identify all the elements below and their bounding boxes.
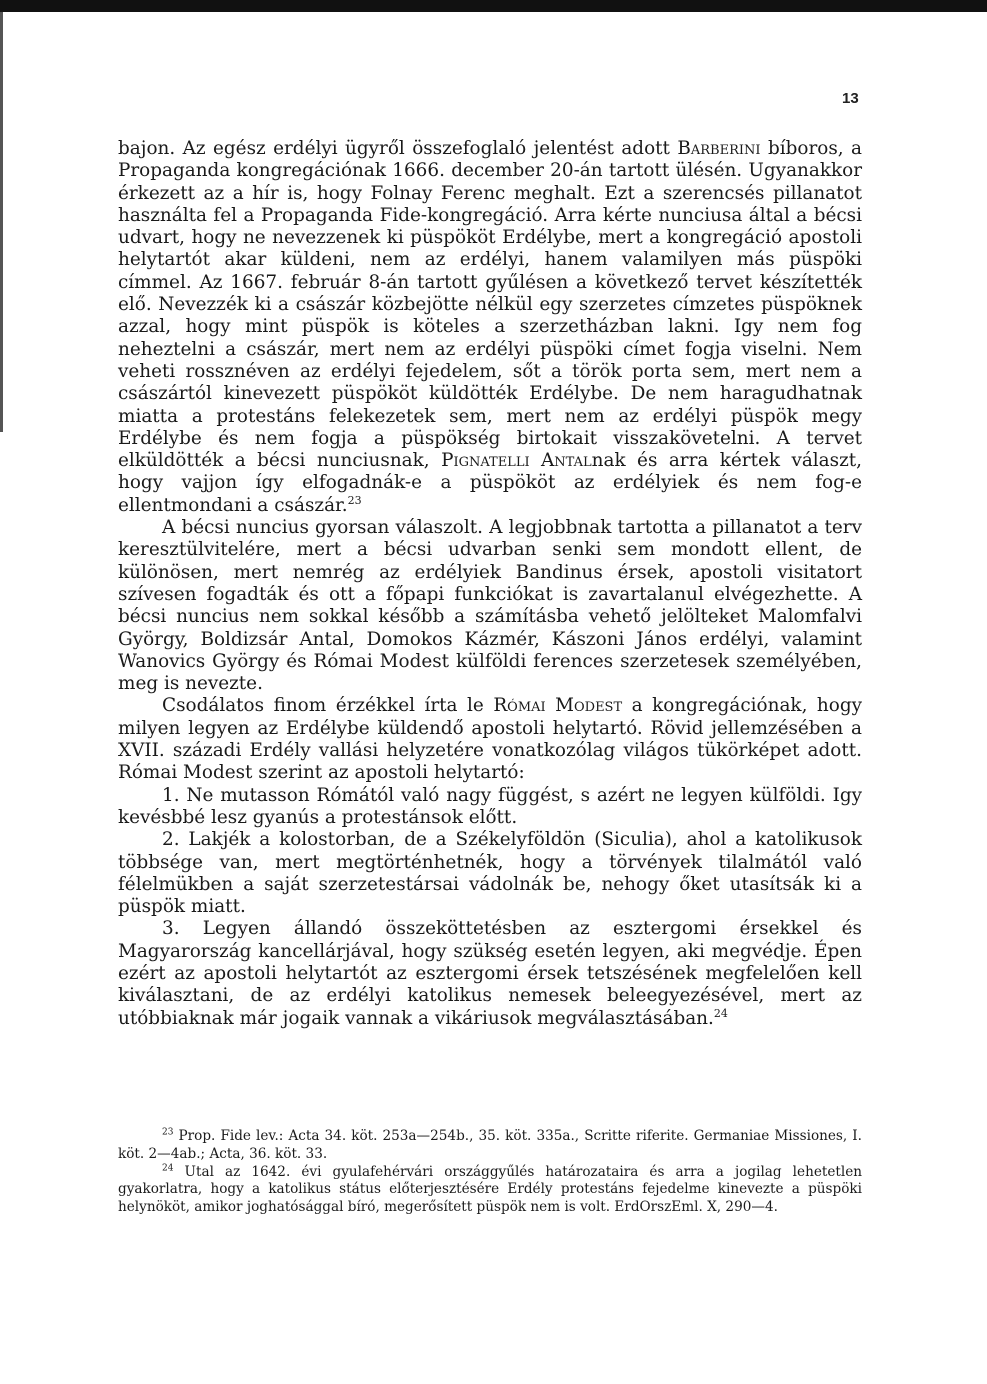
list-item: 3. Legyen állandó összeköttetésben az esztergomi érsekkel és Magyarország kancellárjával, hogy szükség esetén legyen, aki megvédje. Épen ezért az apostoli helytartót az esztergomi érsek tetszésének megfelelően kell kiválasztani, de az erdélyi katolikus nemesek beleegyezésével, mert az utóbbiaknak már jogaik vannak a vikáriusok megválasztásában.$^{24}$ bbox=[118, 918, 862, 1029]
footnote-number: 24 bbox=[162, 1163, 174, 1174]
scan-left-edge bbox=[0, 12, 3, 432]
footnote-ref: 23 bbox=[347, 493, 362, 507]
list-item: 2. Lakjék a kolostorban, de a Székelyföldön (Siculia), ahol a katolikusok többsége van, mert megtörténhetnék, hogy a törvények tilalmától való félelmükben a saját szerzetestársai vádolnák be, nehogy őket utasítsák ki a püspök miatt. bbox=[118, 829, 862, 918]
page-number: 13 bbox=[842, 90, 859, 107]
person-name: Római Modest bbox=[493, 695, 623, 717]
list-item: 1. Ne mutasson Rómától való nagy függést, s azért ne legyen külföldi. Igy kevésbbé lesz gyanús a protestánsok előtt. bbox=[118, 784, 862, 828]
main-text bbox=[118, 138, 862, 1030]
paragraph: A bécsi nuncius gyorsan válaszolt. A legjobbnak tartotta a pillanatot a terv keresztülvitelére, mert a bécsi udvarban senki sem mondott ellent, de különösen, mert nemrég az erdélyiek Bandinus érsek, apostoli visitatort szívesen fogadták és ott a főpapi funkciókat is zavartalanul elvégezhette. A bécsi nuncius nem sokkal később a számításba vehető jelölteket Malomfalvi György, Boldizsár Antal, Domokos Kázmér, Kászoni János erdélyi, valamint Wanovics György és Római Modest külföldi ferences szerzetesek személyében, meg is nevezte. bbox=[118, 517, 862, 695]
footnote-number: 23 bbox=[162, 1127, 174, 1138]
person-name: Pignatelli Antal bbox=[441, 450, 592, 472]
footnotes bbox=[118, 1128, 862, 1217]
footnote-ref: 24 bbox=[713, 1006, 728, 1020]
footnote: $^{24}$ Utal az 1642. évi gyulafehérvári országgyűlés határozataira és arra a jogilag lehetetlen gyakorlatra, hogy a katolikus státus előterjesztésére Erdély protestáns fejedelme kinevezte a püspöki helynököt, amikor joghatósággal bíró, megerősített püspök nem is volt. ErdOrszEml. X, 290—4. bbox=[118, 1163, 862, 1216]
paragraph: Csodálatos finom érzékkel írta le Római Modest a kongregációnak, hogy milyen legyen az Erdélybe küldendő apostoli helytartó. Rövid jellemzésében a XVII. századi Erdély vallási helyzetére vonatkozólag világos tükörképet adott. Római Modest szerint az apostoli helytartó: bbox=[118, 695, 862, 784]
person-name: Barberini bbox=[677, 138, 761, 159]
paragraph: bajon. Az egész erdélyi ügyről összefoglaló jelentést adott Barberini bíboros, a Propaganda kongregációnak 1666. december 20-án tartott ülésén. Ugyanakkor érkezett az a hír is, hogy Folnay Ferenc meghalt. Ezt a szerencsés pillanatot használta fel a Propaganda Fide-kongregáció. Arra kérte nunciusa által a bécsi udvart, hogy ne nevezzenek ki püspököt Erdélybe, mert a kongregáció apostoli helytartót akar küldeni, nem az erdélyi, hanem valamilyen más püspöki címmel. Az 1667. február 8-án tartott gyűlésen a következő tervet készítették elő. Nevezzék ki a császár közbejötte nélkül egy szerzetes címzetes püspöknek azzal, hogy mint püspök is köteles a szerzetházban lakni. Igy nem fog neheztelni a császár, mert nem az erdélyi püspöki címet fogja viselni. Nem veheti rossznéven az erdélyi fejedelem, sőt a török porta sem, mert nem a császártól kinevezett püspököt küldötték Erdélybe. De nem haragudhatnak miatta a protestáns felekezetek sem, mert nem az erdélyi püspök megy Erdélybe és nem fogja a püspökség birtokait visszakövetelni. A tervet elküldötték a bécsi nunciusnak, Pignatelli Antalnak és arra kértek választ, hogy vajjon így elfogadnák-e a püspököt az erdélyiek és nem fog-e ellentmondani a császár.$^{23}$ bbox=[118, 138, 863, 516]
scan-top-border bbox=[0, 0, 987, 12]
footnote: $^{23}$ Prop. Fide lev.: Acta 34. köt. 253a—254b., 35. köt. 335a., Scritte riferite. Germaniae Missiones, I. köt. 2—4ab.; Acta, 36. köt. 33. bbox=[118, 1127, 862, 1162]
